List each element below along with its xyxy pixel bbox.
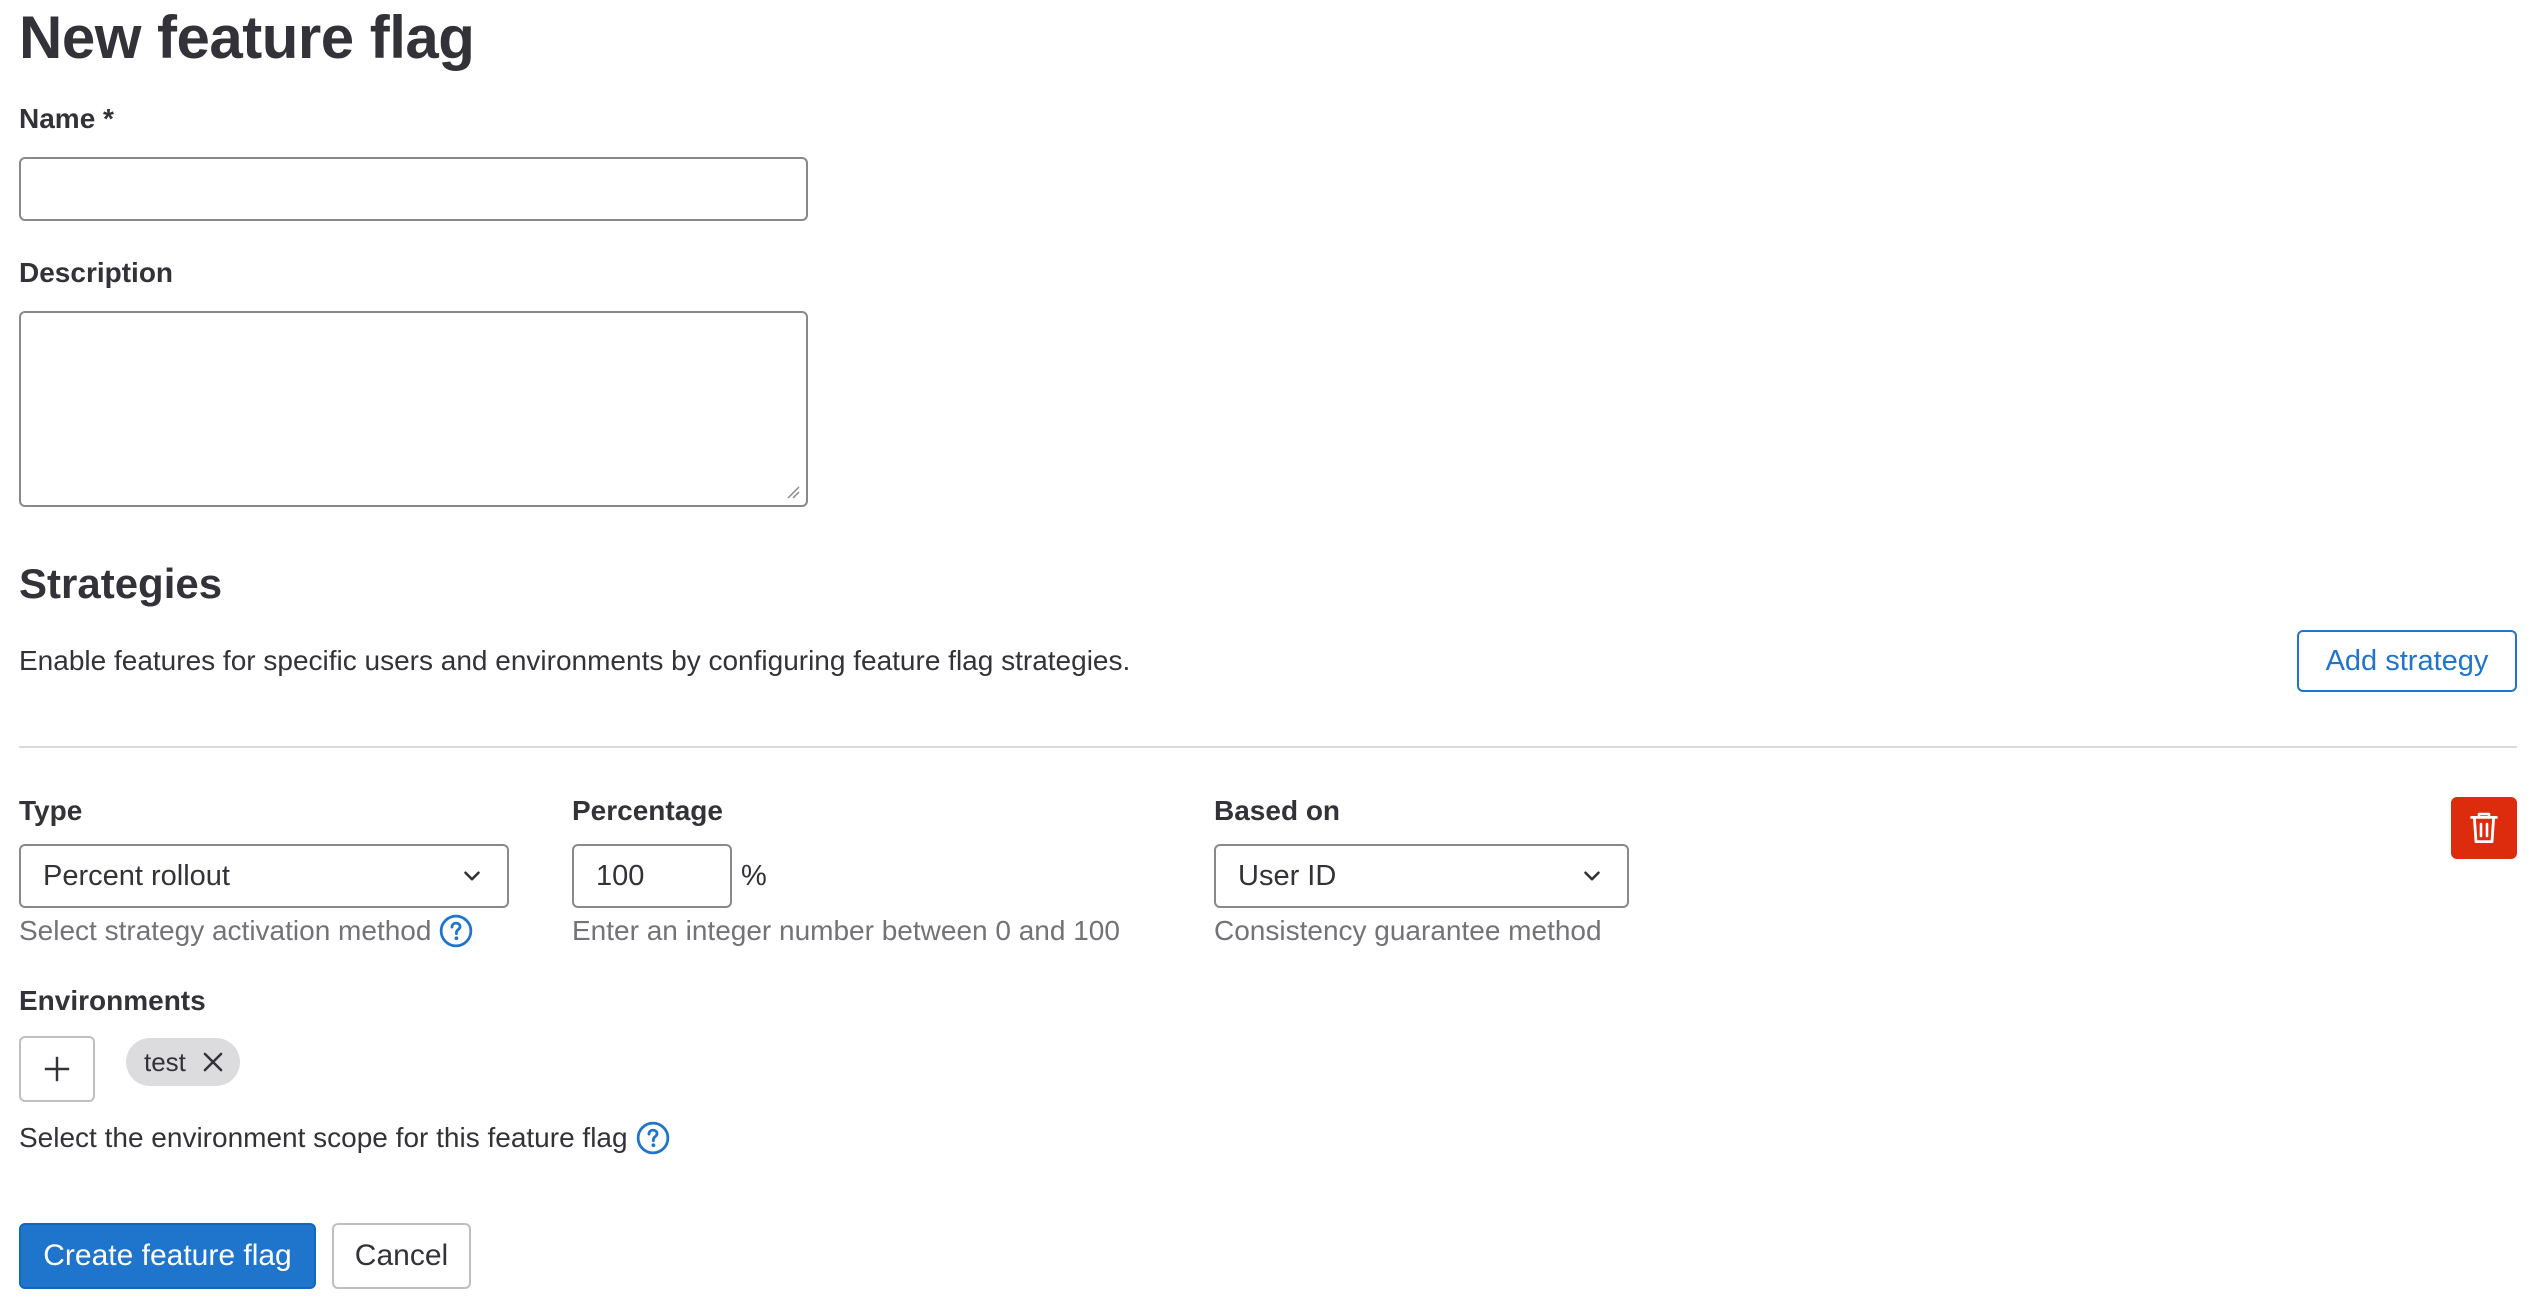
question-circle-icon[interactable] [439,914,473,948]
description-textarea[interactable] [19,311,808,507]
question-circle-icon[interactable] [636,1121,670,1155]
based-on-select[interactable] [1214,844,1629,908]
strategies-description: Enable features for specific users and environments by configuring feature flag strategies. [19,645,1131,676]
description-label: Description [19,257,174,288]
environment-token [126,1038,240,1086]
create-feature-flag-button[interactable]: Create feature flag [19,1223,316,1289]
percentage-input[interactable] [572,844,732,908]
name-label: Name * [19,103,114,134]
environment-token-label: test [144,1046,186,1077]
divider [19,746,2517,748]
environments-help [19,1120,670,1156]
type-select[interactable] [19,844,509,908]
type-select-value: Percent rollout [43,859,230,892]
strategies-title: Strategies [19,560,223,607]
percentage-label: Percentage [572,795,723,826]
trash-icon [2468,811,2500,845]
percentage-help: Enter an integer number between 0 and 100 [572,915,1120,946]
chevron-down-icon [459,863,485,889]
percentage-input-value: 100 [596,859,645,892]
environments-help-text: Select the environment scope for this feature flag [19,1122,628,1153]
environments-label: Environments [19,985,206,1016]
add-environment-button[interactable] [19,1036,95,1102]
add-strategy-button[interactable]: Add strategy [2297,630,2517,692]
percentage-unit: % [741,860,767,892]
type-help-text: Select strategy activation method [19,915,432,946]
page-title: New feature flag [19,4,475,71]
cancel-button[interactable]: Cancel [332,1223,471,1289]
delete-strategy-button[interactable] [2451,797,2517,859]
resize-handle-icon[interactable] [786,485,800,499]
chevron-down-icon [1579,863,1605,889]
based-on-help: Consistency guarantee method [1214,915,1602,946]
type-help [19,913,473,949]
close-icon[interactable] [200,1049,226,1075]
type-label: Type [19,795,83,826]
based-on-label: Based on [1214,795,1341,826]
name-input[interactable] [19,157,808,221]
plus-icon [42,1054,72,1084]
based-on-select-value: User ID [1238,859,1337,892]
